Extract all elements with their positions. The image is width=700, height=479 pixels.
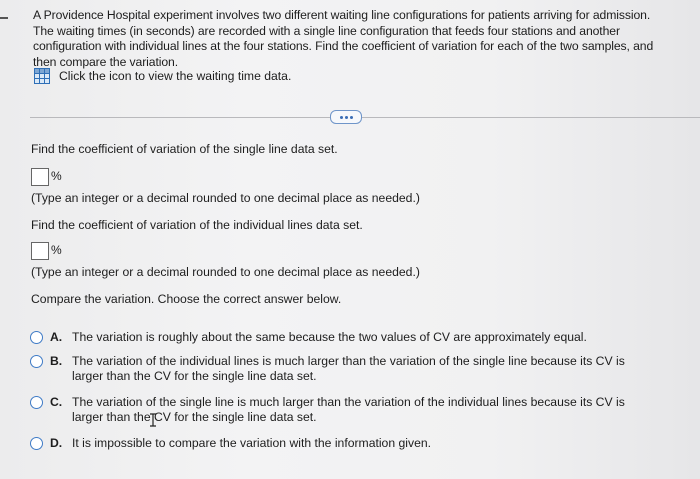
question-single-line: Find the coefficient of variation of the single line data set. bbox=[31, 142, 338, 156]
option-letter: B. bbox=[50, 354, 63, 368]
option-letter: C. bbox=[50, 395, 63, 409]
text-cursor-icon bbox=[148, 413, 158, 427]
section-divider bbox=[30, 117, 700, 118]
cv-single-line-input[interactable] bbox=[31, 168, 49, 186]
hint-individual-lines: (Type an integer or a decimal rounded to one decimal place as needed.) bbox=[31, 265, 420, 279]
answer-individual-lines bbox=[31, 242, 62, 260]
radio-d[interactable] bbox=[30, 437, 43, 450]
radio-a[interactable] bbox=[30, 331, 43, 344]
problem-statement: A Providence Hospital experiment involves two different waiting line configurations for patients arriving for admission. The waiting times (in seconds) are recorded with a single line configuration that feeds four stations and another configuration with individual lines at the four stations. Find the coefficient of variation for each of the two samples, and then compare the variation. bbox=[33, 8, 654, 69]
option-text: It is impossible to compare the variation with the information given. bbox=[72, 436, 432, 450]
percent-unit: % bbox=[51, 169, 62, 183]
radio-b[interactable] bbox=[30, 355, 43, 368]
radio-c[interactable] bbox=[30, 396, 43, 409]
ellipsis-icon bbox=[340, 116, 343, 119]
option-letter: D. bbox=[50, 436, 63, 450]
answer-single-line bbox=[31, 168, 62, 186]
option-text: The variation of the individual lines is much larger than the variation of the single line because its CV is larger than the CV for the single line data set. bbox=[72, 354, 625, 383]
option-letter: A. bbox=[50, 330, 63, 344]
expand-more-button[interactable] bbox=[330, 110, 362, 124]
option-text: The variation is roughly about the same because the two values of CV are approximately equal. bbox=[72, 330, 587, 344]
question-compare: Compare the variation. Choose the correct answer below. bbox=[31, 292, 342, 306]
data-link[interactable] bbox=[34, 68, 291, 84]
percent-unit: % bbox=[51, 243, 62, 257]
cv-individual-lines-input[interactable] bbox=[31, 242, 49, 260]
option-b[interactable] bbox=[30, 354, 657, 384]
option-a[interactable] bbox=[30, 330, 657, 345]
margin-dash bbox=[0, 17, 8, 19]
data-link-label[interactable]: Click the icon to view the waiting time data. bbox=[59, 69, 292, 83]
hint-single-line: (Type an integer or a decimal rounded to one decimal place as needed.) bbox=[31, 191, 420, 205]
option-text: The variation of the single line is much larger than the variation of the individual lines because its CV is larger than the CV for the single line data set. bbox=[72, 395, 625, 424]
grid-table-icon[interactable] bbox=[34, 68, 50, 84]
option-c[interactable] bbox=[30, 395, 657, 425]
option-d[interactable] bbox=[30, 436, 657, 451]
question-individual-lines: Find the coefficient of variation of the individual lines data set. bbox=[31, 218, 363, 232]
